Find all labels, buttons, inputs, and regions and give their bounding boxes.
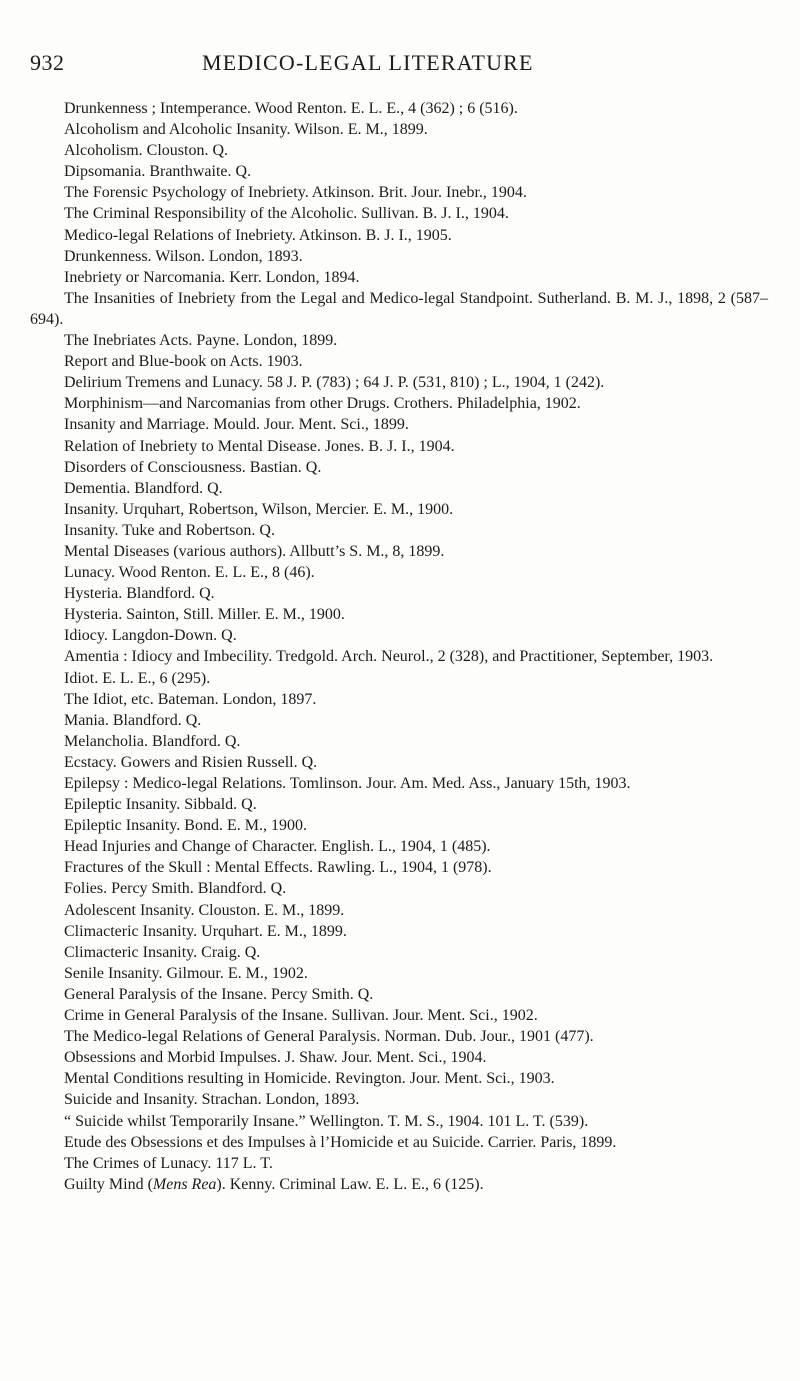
reference-entry: Folies. Percy Smith. Blandford. Q.	[64, 880, 287, 898]
reference-entry: Delirium Tremens and Lunacy. 58 J. P. (783) ; 64 J. P. (531, 810) ; L., 1904, 1 (242).	[64, 374, 605, 392]
reference-entry: The Idiot, etc. Bateman. London, 1897.	[64, 690, 317, 708]
reference-entry: Dementia. Blandford. Q.	[64, 479, 223, 497]
reference-text: Guilty Mind (	[64, 1175, 153, 1193]
page-header	[30, 50, 770, 84]
reference-entry: Dipsomania. Branthwaite. Q.	[64, 163, 252, 181]
reference-entry: Relation of Inebriety to Mental Disease. Jones. B. J. I., 1904.	[64, 437, 455, 455]
reference-entry: The Medico-legal Relations of General Paralysis. Norman. Dub. Jour., 1901 (477).	[64, 1028, 594, 1046]
reference-entry: Drunkenness. Wilson. London, 1893.	[64, 247, 303, 265]
reference-entry: Suicide and Insanity. Strachan. London, 1893.	[64, 1091, 360, 1109]
reference-entry: Melancholia. Blandford. Q.	[64, 732, 241, 750]
reference-entry: Alcoholism and Alcoholic Insanity. Wilson. E. M., 1899.	[64, 121, 428, 139]
reference-entry: Senile Insanity. Gilmour. E. M., 1902.	[64, 964, 308, 982]
reference-entry: Idiocy. Langdon-Down. Q.	[64, 627, 237, 645]
reference-text: ). Kenny. Criminal Law. E. L. E., 6 (125).	[216, 1175, 484, 1193]
reference-entry	[30, 1174, 768, 1195]
reference-entry: Mania. Blandford. Q.	[64, 711, 202, 729]
reference-entry: Mental Conditions resulting in Homicide. Revington. Jour. Ment. Sci., 1903.	[64, 1070, 555, 1088]
reference-entry: Epilepsy : Medico-legal Relations. Tomlinson. Jour. Am. Med. Ass., January 15th, 1903.	[64, 775, 631, 792]
reference-entry: Drunkenness ; Intemperance. Wood Renton. E. L. E., 4 (362) ; 6 (516).	[64, 100, 518, 117]
reference-entry: Hysteria. Sainton, Still. Miller. E. M., 1900.	[64, 606, 345, 624]
reference-entry: The Crimes of Lunacy. 117 L. T.	[64, 1154, 273, 1172]
reference-entry: Alcoholism. Clouston. Q.	[64, 142, 229, 160]
page-number: 932	[30, 50, 65, 75]
reference-entry: Epileptic Insanity. Bond. E. M., 1900.	[64, 817, 307, 835]
reference-entry: Insanity. Tuke and Robertson. Q.	[64, 521, 275, 539]
reference-entry: Etude des Obsessions et des Impulses à l’Homicide et au Suicide. Carrier. Paris, 1899.	[64, 1133, 617, 1151]
reference-entry: Climacteric Insanity. Craig. Q.	[64, 943, 261, 961]
reference-entry: Mental Diseases (various authors). Allbutt’s S. M., 8, 1899.	[64, 542, 445, 560]
reference-entry: Epileptic Insanity. Sibbald. Q.	[64, 796, 257, 814]
reference-entry: The Forensic Psychology of Inebriety. Atkinson. Brit. Jour. Inebr., 1904.	[64, 184, 527, 202]
reference-entry: Report and Blue-book on Acts. 1903.	[64, 353, 303, 371]
reference-entry: Head Injuries and Change of Character. English. L., 1904, 1 (485).	[64, 838, 491, 856]
reference-entry: Inebriety or Narcomania. Kerr. London, 1894.	[64, 268, 360, 286]
reference-entry: Disorders of Consciousness. Bastian. Q.	[64, 458, 322, 476]
reference-entry: Insanity. Urquhart, Robertson, Wilson, Mercier. E. M., 1900.	[64, 500, 454, 518]
reference-entry: Insanity and Marriage. Mould. Jour. Ment. Sci., 1899.	[64, 416, 409, 434]
reference-italic-term: Mens Rea	[152, 1175, 217, 1193]
reference-entry: Ecstacy. Gowers and Risien Russell. Q.	[64, 753, 318, 771]
reference-entry: Hysteria. Blandford. Q.	[64, 585, 215, 603]
reference-entry: Idiot. E. L. E., 6 (295).	[64, 669, 211, 687]
reference-entry: The Inebriates Acts. Payne. London, 1899.	[64, 332, 338, 350]
reference-entry: The Insanities of Inebriety from the Legal and Medico-legal Standpoint. Sutherland. B. M. J., 1898, 2 (587–694).	[30, 289, 768, 328]
reference-entry: “ Suicide whilst Temporarily Insane.” Wellington. T. M. S., 1904. 101 L. T. (539).	[64, 1112, 589, 1130]
reference-entry: Obsessions and Morbid Impulses. J. Shaw. Jour. Ment. Sci., 1904.	[64, 1049, 487, 1067]
reference-entry: The Criminal Responsibility of the Alcoholic. Sullivan. B. J. I., 1904.	[64, 205, 509, 223]
reference-entry: Adolescent Insanity. Clouston. E. M., 1899.	[64, 901, 345, 919]
reference-entry: Medico-legal Relations of Inebriety. Atkinson. B. J. I., 1905.	[64, 226, 452, 244]
reference-entry: Crime in General Paralysis of the Insane. Sullivan. Jour. Ment. Sci., 1902.	[64, 1007, 538, 1025]
reference-entry: Amentia : Idiocy and Imbecility. Tredgold. Arch. Neurol., 2 (328), and Practitioner, September, 1903.	[64, 648, 714, 666]
running-title: MEDICO-LEGAL LITERATURE	[202, 50, 534, 75]
reference-entry: Fractures of the Skull : Mental Effects. Rawling. L., 1904, 1 (978).	[64, 859, 492, 877]
reference-entry: Climacteric Insanity. Urquhart. E. M., 1899.	[64, 922, 347, 940]
reference-list	[30, 98, 768, 1195]
reference-entry: Morphinism—and Narcomanias from other Drugs. Crothers. Philadelphia, 1902.	[64, 395, 581, 413]
reference-entry: Lunacy. Wood Renton. E. L. E., 8 (46).	[64, 564, 315, 582]
reference-entry: General Paralysis of the Insane. Percy Smith. Q.	[64, 985, 374, 1003]
